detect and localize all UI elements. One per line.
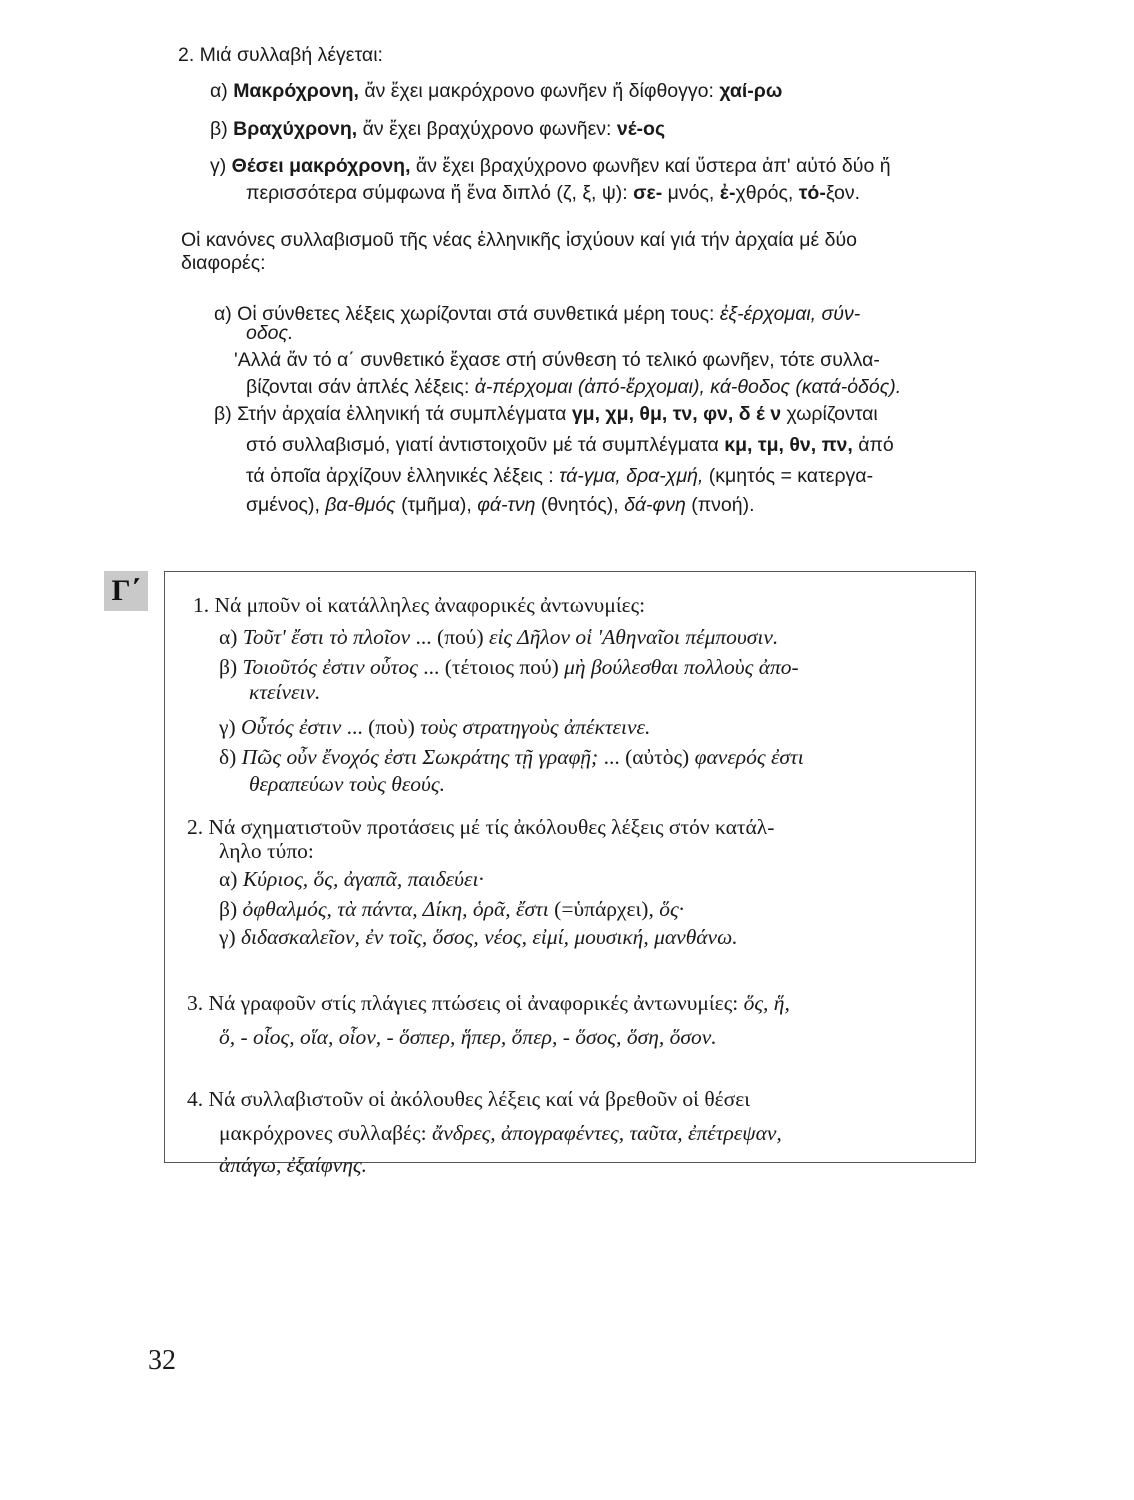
text-line: θεραπεύων τοὺς θεούς. [249, 772, 446, 796]
text-line: β) Βραχύχρονη, ἄν ἔχει βραχύχρονο φωνῆεν: νέ-ος [210, 118, 666, 140]
syllable-rules-section [178, 40, 902, 516]
text-line: ὅ, - οἷος, οἵα, οἷον, - ὅσπερ, ἥπερ, ὅπερ, - ὅσος, ὅση, ὅσον. [219, 1025, 717, 1049]
exercise-1-title: 1. Νά μποῦν οἱ κατάλληλες ἀναφορικές ἀντωνυμίες: [193, 593, 646, 617]
text-line: δ) Πῶς οὖν ἔνοχός ἐστι Σωκράτης τῇ γραφῇ; ... (αὐτὸς) φανερός ἐστι [219, 745, 804, 769]
exercise-3-title: 3. Νά γραφοῦν στίς πλάγιες πτώσεις οἱ ἀναφορικές ἀντωνυμίες: ὅς, ἥ, [187, 991, 790, 1015]
exercises-content [187, 590, 804, 1177]
text-line: α) Κύριος, ὅς, ἀγαπᾶ, παιδεύει· [219, 867, 484, 891]
exercise-2-title: 2. Νά σχηματιστοῦν προτάσεις μέ τίς ἀκόλουθες λέξεις στόν κατάλ- [187, 815, 775, 839]
text-line: Οἱ κανόνες συλλαβισμοῦ τῆς νέας ἑλληνικῆς ἰσχύουν καί γιά τήν ἀρχαία μέ δύο [181, 229, 857, 251]
text-line: γ) Οὗτός ἐστιν ... (ποὺ) τοὺς στρατηγοὺς ἀπέκτεινε. [219, 715, 651, 739]
text-line: περισσότερα σύμφωνα ἤ ἕνα διπλό (ζ, ξ, ψ): σε- μνός, ἐ-χθρός, τό-ξον. [246, 182, 861, 204]
text-line: β) Στήν ἀρχαία ἑλληνική τά συμπλέγματα γμ, χμ, θμ, τν, φν, δ έ ν χωρίζονται [214, 403, 878, 425]
text-line: ληλο τύπο: [219, 839, 314, 863]
text-line: γ) Θέσει μακρόχρονη, ἄν ἔχει βραχύχρονο φωνῆεν καί ὕστερα ἀπ' αὐτό δύο ἤ [210, 155, 891, 177]
text-line: βίζονται σάν ἁπλές λέξεις: ἀ-πέρχομαι (ἀπό-ἔρχομαι), κά-θοδος (κατά-ὁδός). [246, 376, 902, 398]
exercise-4-title: 4. Νά συλλαβιστοῦν οἱ ἀκόλουθες λέξεις καί νά βρεθοῦν οἱ θέσει [187, 1087, 751, 1111]
text-line: μακρόχρονες συλλαβές: ἄνδρες, ἀπογραφέντες, ταῦτα, ἐπέτρεψαν, [219, 1121, 782, 1145]
text-line: ἀπάγω, ἐξαίφνης. [219, 1153, 367, 1177]
text-line: διαφορές: [181, 252, 266, 274]
text-line: β) Τοιοῦτός ἐστιν οὗτος ... (τέτοιος πού) μὴ βούλεσθαι πολλοὺς ἀπο- [219, 655, 799, 679]
text-line: κτείνειν. [249, 680, 321, 704]
text-line: α) Μακρόχρονη, ἄν ἔχει μακρόχρονο φωνῆεν ἤ δίφθογγο: χαί-ρω [210, 80, 783, 102]
text-line: α) Οἱ σύνθετες λέξεις χωρίζονται στά συνθετικά μέρη τους: ἐξ-έρχομαι, σύν- [214, 303, 861, 325]
text-line: σμένος), βα-θμός (τμῆμα), φά-τνη (θνητός), δά-φνη (πνοή). [246, 494, 755, 516]
text-line: β) ὀφθαλμός, τὰ πάντα, Δίκη, ὁρᾶ, ἔστι (=ὑπάρχει), ὅς· [219, 897, 685, 921]
section-badge: Γ΄ [104, 571, 148, 611]
exercises-box [164, 571, 976, 1177]
text-line: α) Τοῦτ' ἔστι τὸ πλοῖον ... (πού) εἰς Δῆλον οἱ 'Αθηναῖοι πέμπουσιν. [219, 625, 779, 649]
text-line: τά ὁποῖα ἀρχίζουν ἑλληνικές λέξεις : τά-γμα, δρα-χμή, (κμητός = κατεργα- [246, 465, 874, 487]
text-line: οδος. [246, 322, 294, 344]
text-line: γ) διδασκαλεῖον, ἐν τοῖς, ὅσος, νέος, εἰμί, μουσική, μανθάνω. [219, 925, 738, 949]
text-line: 2. Μιά συλλαβή λέγεται: [178, 44, 383, 66]
page-number: 32 [148, 1345, 176, 1376]
text-line: στό συλλαβισμό, γιατί ἀντιστοιχοῦν μέ τά συμπλέγματα κμ, τμ, θν, πν, ἀπό [246, 434, 894, 456]
text-line: 'Αλλά ἄν τό α΄ συνθετικό ἔχασε στή σύνθεση τό τελικό φωνῆεν, τότε συλλα- [234, 349, 880, 371]
